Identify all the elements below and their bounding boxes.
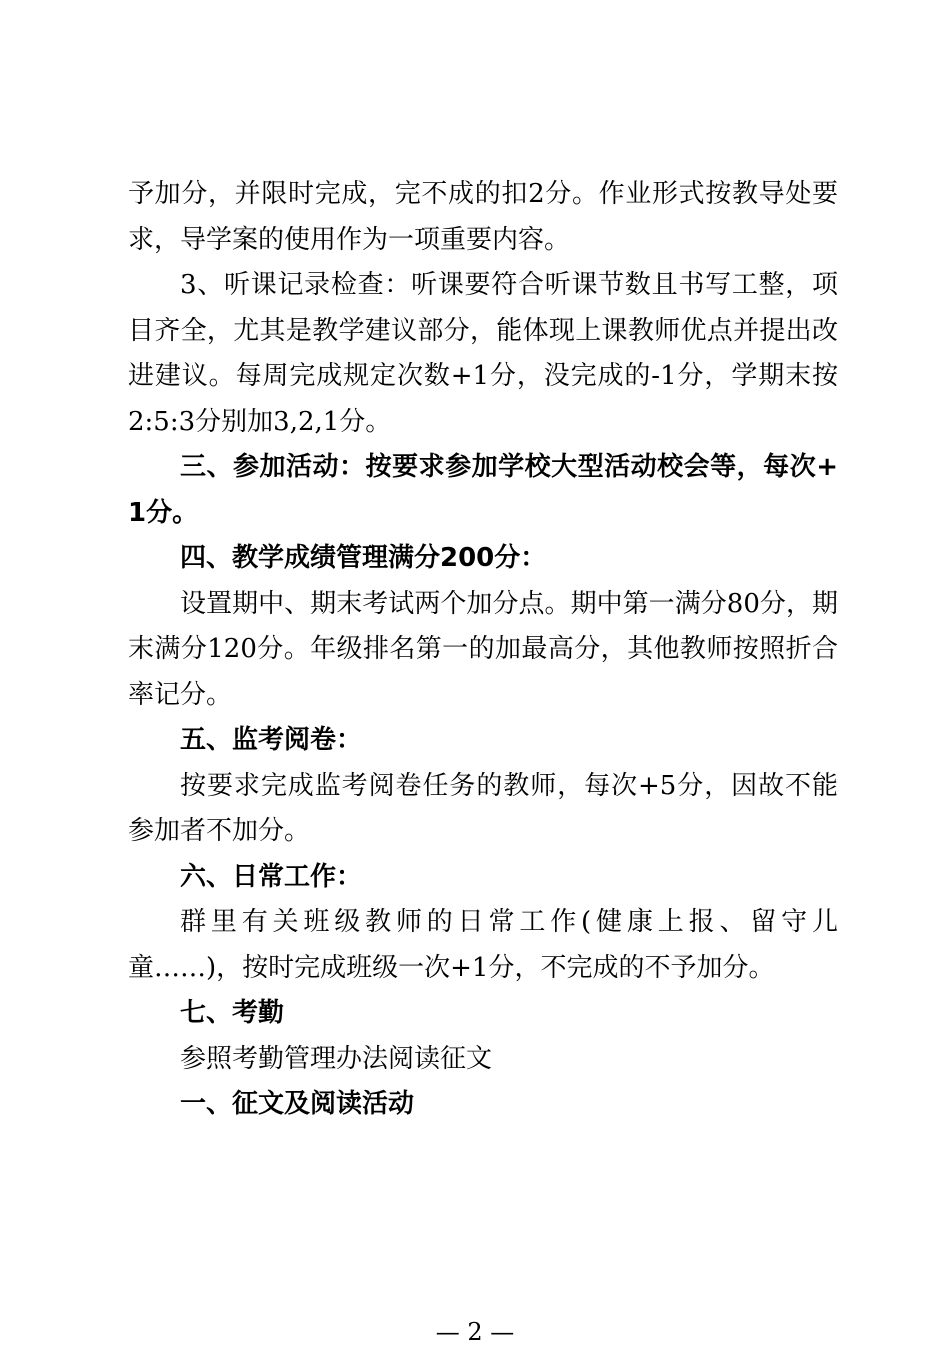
heading-essay-reading: 一、征文及阅读活动 [180,1089,415,1119]
paragraph-exam-scoring: 设置期中、期末考试两个加分点。期中第一满分80分，期末满分120分。年级排名第一的加最高分，其他教师按照折合率记分。 [128,588,838,710]
paragraph-invigilation: 按要求完成监考阅卷任务的教师，每次+5分，因故不能参加者不加分。 [128,770,838,846]
heading-activities: 三、参加活动：按要求参加学校大型活动校会等，每次+1分。 [128,452,838,528]
paragraph-attendance: 参照考勤管理办法阅读征文 [180,1043,493,1074]
paragraph-continuation: 予加分，并限时完成，完不成的扣2分。作业形式按教导处要求，导学案的使用作为一项重要内容。 [128,179,838,255]
heading-teaching-results: 四、教学成绩管理满分200分： [180,543,547,573]
document-body [128,172,838,1128]
heading-attendance: 七、考勤 [180,998,285,1028]
heading-invigilation: 五、监考阅卷： [180,725,363,755]
paragraph-lecture-record-check: 3、听课记录检查：听课要符合听课节数且书写工整，项目齐全，尤其是教学建议部分，能体现上课教师优点并提出改进建议。每周完成规定次数+1分，没完成的-1分，学期末按2:5:3分别加3,2,1分。 [128,270,838,437]
paragraph-daily-work: 群里有关班级教师的日常工作(健康上报、留守儿童……)，按时完成班级一次+1分，不完成的不予加分。 [128,907,838,983]
page-number: — 2 — [435,1318,515,1346]
heading-daily-work: 六、日常工作： [180,861,363,892]
